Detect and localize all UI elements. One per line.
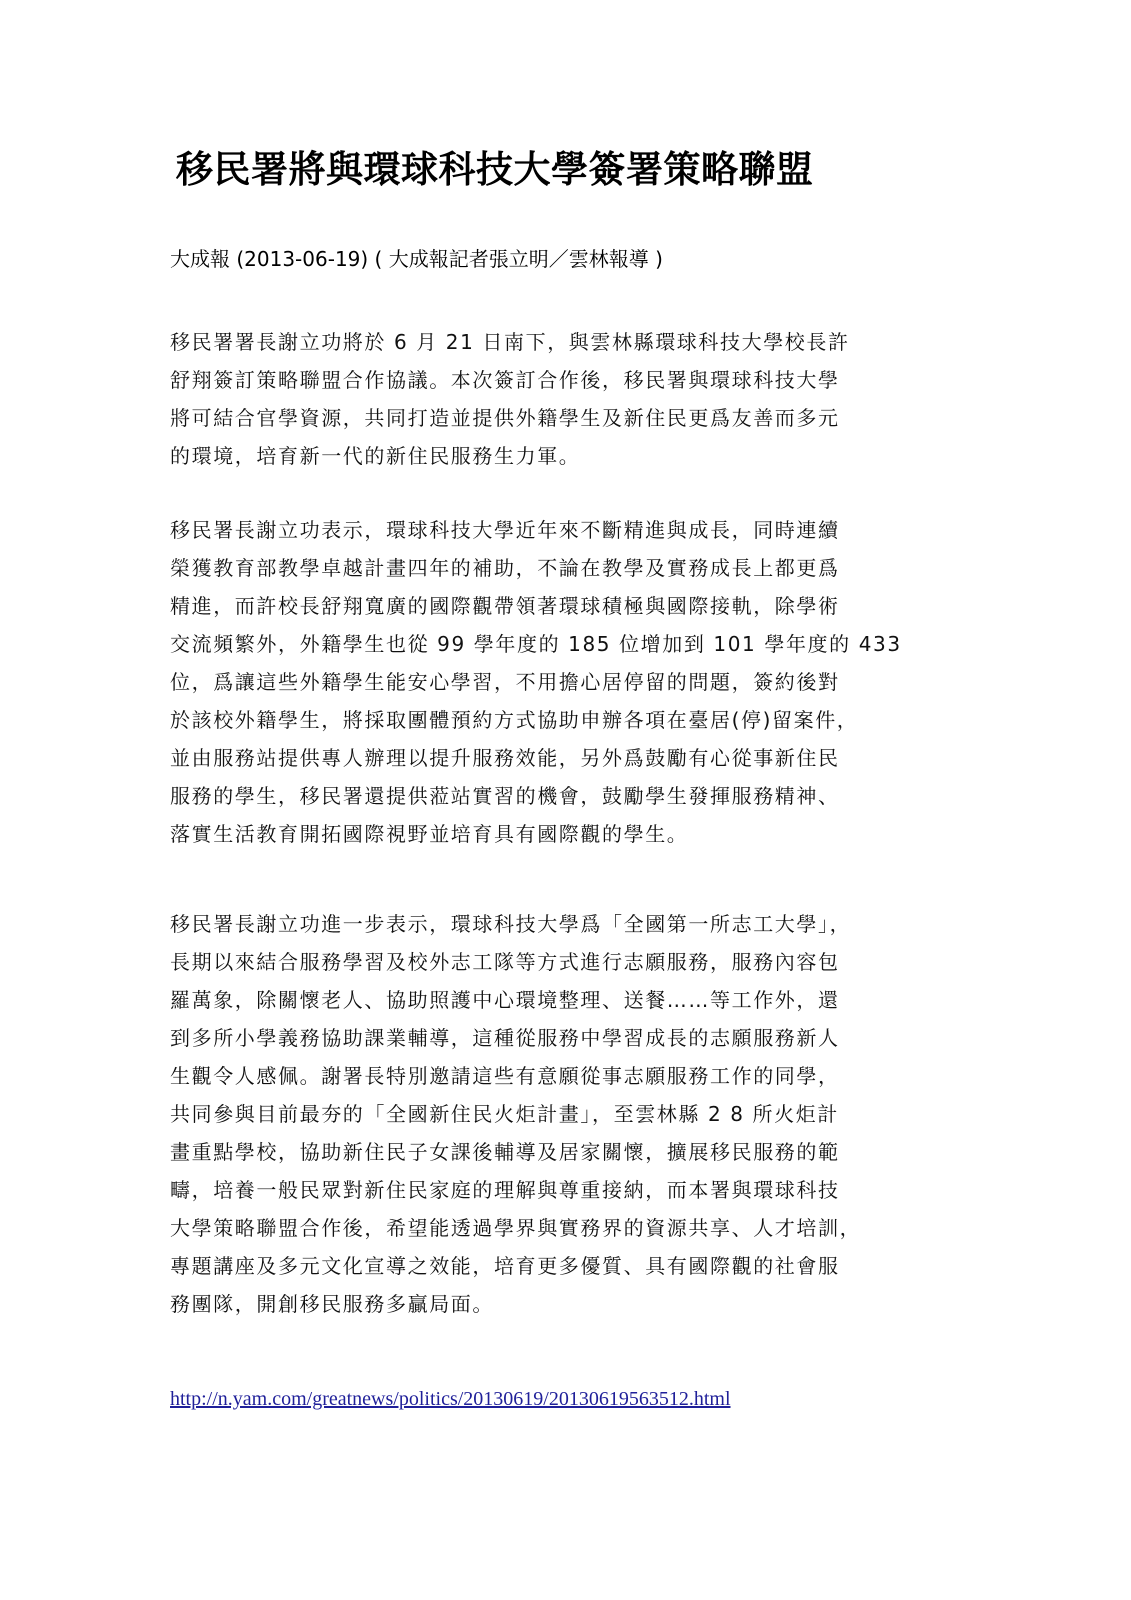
paragraph-line: 羅萬象，除關懷老人、協助照護中心環境整理、送餐……等工作外，還 <box>170 988 840 1012</box>
paragraph-line: 的環境，培育新一代的新住民服務生力軍。 <box>170 444 581 468</box>
paragraph-line: 疇，培養一般民眾對新住民家庭的理解與尊重接納，而本署與環球科技 <box>170 1178 840 1202</box>
paragraph-line: 交流頻繁外，外籍學生也從 99 學年度的 185 位增加到 101 學年度的 433 <box>170 632 902 656</box>
article-paragraph-1 <box>170 323 940 475</box>
paragraph-line: 位，爲讓這些外籍學生能安心學習，不用擔心居停留的問題，簽約後對 <box>170 670 840 694</box>
paragraph-line: 於該校外籍學生，將採取團體預約方式協助申辦各項在臺居(停)留案件， <box>170 708 859 732</box>
paragraph-line: 到多所小學義務協助課業輔導，這種從服務中學習成長的志願服務新人 <box>170 1026 840 1050</box>
article-byline: 大成報 (2013-06-19) ( 大成報記者張立明／雲林報導 ) <box>170 247 663 271</box>
source-link[interactable]: http://n.yam.com/greatnews/politics/20130619/20130619563512.html <box>170 1388 731 1410</box>
paragraph-line: 移民署長謝立功表示，環球科技大學近年來不斷精進與成長，同時連續 <box>170 518 840 542</box>
paragraph-line: 舒翔簽訂策略聯盟合作協議。本次簽訂合作後，移民署與環球科技大學 <box>170 368 840 392</box>
paragraph-line: 移民署署長謝立功將於 6 月 21 日南下，與雲林縣環球科技大學校長許 <box>170 330 850 354</box>
paragraph-line: 落實生活教育開拓國際視野並培育具有國際觀的學生。 <box>170 822 689 846</box>
paragraph-line: 專題講座及多元文化宣導之效能，培育更多優質、具有國際觀的社會服 <box>170 1254 840 1278</box>
paragraph-line: 並由服務站提供專人辦理以提升服務效能，另外爲鼓勵有心從事新住民 <box>170 746 840 770</box>
paragraph-line: 長期以來結合服務學習及校外志工隊等方式進行志願服務，服務內容包 <box>170 950 840 974</box>
article-paragraph-3 <box>170 905 940 1323</box>
paragraph-line: 生觀令人感佩。謝署長特別邀請這些有意願從事志願服務工作的同學， <box>170 1064 840 1088</box>
paragraph-line: 榮獲教育部教學卓越計畫四年的補助，不論在教學及實務成長上都更爲 <box>170 556 840 580</box>
article-title: 移民署將與環球科技大學簽署策略聯盟 <box>176 148 814 191</box>
article-paragraph-2 <box>170 511 940 853</box>
paragraph-line: 務團隊，開創移民服務多贏局面。 <box>170 1292 494 1316</box>
paragraph-line: 大學策略聯盟合作後，希望能透過學界與實務界的資源共享、人才培訓， <box>170 1216 862 1240</box>
paragraph-line: 移民署長謝立功進一步表示，環球科技大學爲「全國第一所志工大學」， <box>170 912 852 936</box>
paragraph-line: 將可結合官學資源，共同打造並提供外籍學生及新住民更爲友善而多元 <box>170 406 840 430</box>
paragraph-line: 精進，而許校長舒翔寬廣的國際觀帶領著環球積極與國際接軌，除學術 <box>170 594 840 618</box>
paragraph-line: 服務的學生，移民署還提供蒞站實習的機會，鼓勵學生發揮服務精神、 <box>170 784 840 808</box>
paragraph-line: 共同參與目前最夯的「全國新住民火炬計畫」，至雲林縣 2 8 所火炬計 <box>170 1102 839 1126</box>
paragraph-line: 畫重點學校，協助新住民子女課後輔導及居家關懷，擴展移民服務的範 <box>170 1140 840 1164</box>
